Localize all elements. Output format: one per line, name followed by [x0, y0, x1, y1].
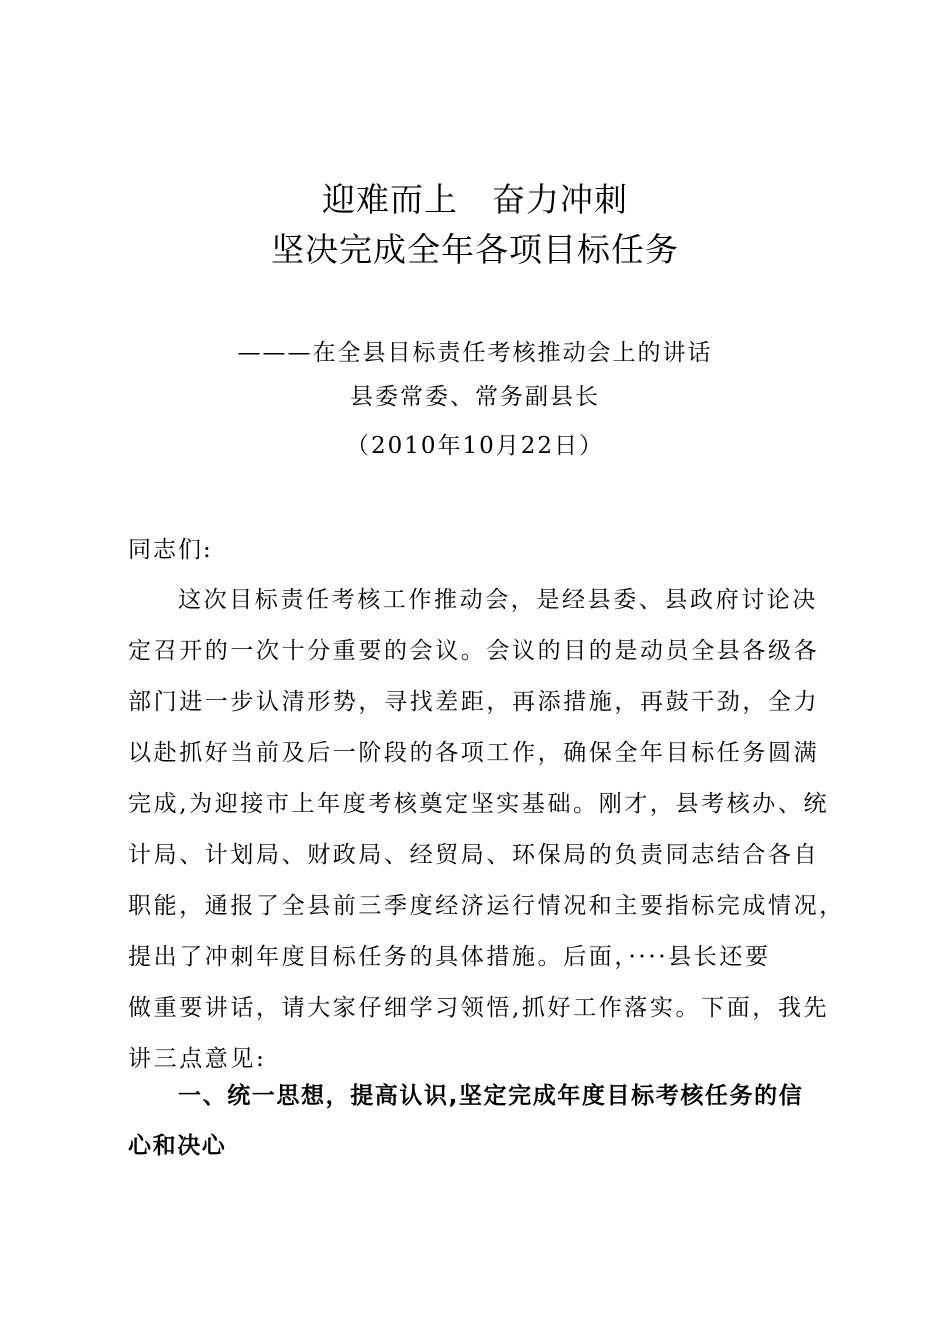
- paragraph-line: 讲三点意见:: [128, 1046, 267, 1072]
- document-title-line-2: 坚决完成全年各项目标任务: [271, 230, 679, 269]
- paragraph-line: 这次目标责任考核工作推动会，是经县委、县政府讨论决: [178, 587, 818, 613]
- section-heading-one: [128, 1078, 834, 1178]
- salutation: 同志们:: [128, 537, 213, 563]
- section-heading-line: 心和决心: [128, 1133, 227, 1159]
- paragraph-line: 以赴抓好当前及后一阶段的各项工作，确保全年目标任务圆满: [128, 740, 820, 766]
- section-heading-line: 一、统一思想，提高认识,坚定完成年度目标考核任务的信: [178, 1083, 804, 1109]
- paragraph-line: 定召开的一次十分重要的会议。会议的目的是动员全县各级各: [128, 638, 820, 664]
- paragraph-line: 提出了冲刺年度目标任务的具体措施。后面，····县长还要: [128, 944, 771, 970]
- speech-date: （2010年10月22日）: [345, 433, 605, 459]
- opening-paragraph: [128, 582, 845, 1092]
- paragraph-line: 完成,为迎接市上年度考核奠定坚实基础。刚才，县考核办、统: [128, 791, 830, 817]
- speech-subtitle: ———在全县目标责任考核推动会上的讲话: [237, 340, 713, 366]
- paragraph-line: 计局、计划局、财政局、经贸局、环保局的负责同志结合各自: [128, 842, 820, 868]
- document-title-line-1: 迎难而上 奋力冲刺: [322, 180, 628, 219]
- paragraph-line: 做重要讲话，请大家仔细学习领悟,抓好工作落实。下面，我先: [128, 995, 830, 1021]
- speaker-position: 县委常委、常务副县长: [350, 384, 600, 410]
- paragraph-line: 部门进一步认清形势，寻找差距，再添措施，再鼓干劲，全力: [128, 689, 820, 715]
- paragraph-line: 职能，通报了全县前三季度经济运行情况和主要指标完成情况，: [128, 893, 845, 919]
